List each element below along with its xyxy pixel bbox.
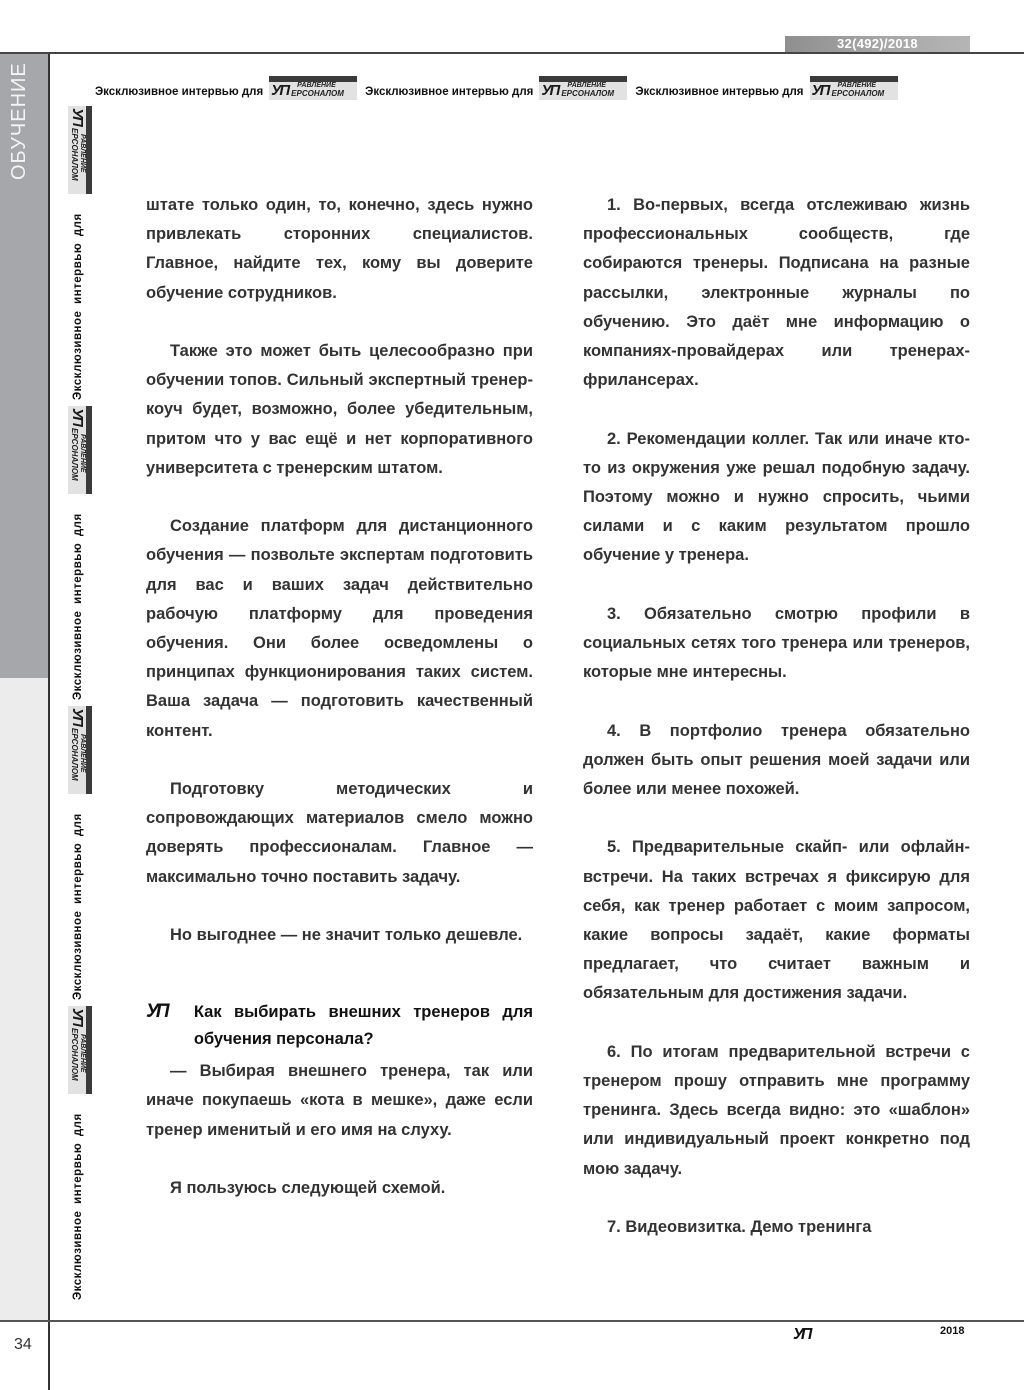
answer-paragraph: Я пользуюсь следующей схемой. — [170, 1179, 446, 1198]
list-item: 7. Видеовизитка. Демо тренинга — [607, 1218, 872, 1237]
list-item: 4. В портфолио тренера обязательно должен быть опыт решения моей задачи или более или менее похожей. — [583, 721, 970, 799]
vertical-banner-text: Эксклюзивное интервью для — [72, 1113, 84, 1300]
magazine-logo-icon: УП РАВЛЕНИЕ ЕРСОНАЛОМ — [269, 76, 357, 100]
issue-number-badge: 32(492)/2018 — [785, 36, 970, 52]
vertical-banner-text: Эксклюзивное интервью для — [72, 213, 84, 400]
top-divider — [0, 52, 1024, 54]
paragraph: Создание платформ для дистанционного обучения — позвольте экспертам подготовить для вас и ваших задач действительно рабочую платформу для проведения обучения. Они более осведомлены о принципах функционирования таких систем. Ваша задача — подготовить качественный контент. — [146, 517, 533, 740]
section-strip-lower — [0, 678, 48, 1320]
page-number: 34 — [14, 1336, 32, 1353]
list-item: 5. Предварительные скайп- или офлайн-встречи. На таких встречах я фиксирую для себя, как тренер работает с моим запросом, какие вопросы задаёт, какие форматы предлагает, что считает важным и обязательным для достижения задачи. — [583, 838, 970, 1003]
list-item: 1. Во-первых, всегда отслеживаю жизнь профессиональных сообществ, где собираются тренеры. Подписана на разные рассылки, электронные журналы по обучению. Это даёт мне информацию о компаниях-провайдерах или тренерах-фрилансерах. — [583, 196, 970, 390]
margin-divider — [48, 54, 50, 1390]
paragraph: штате только один, то, конечно, здесь нужно привлекать сторонних специалистов. Главное, найдите тех, кому вы доверите обучение сотрудников. — [146, 196, 533, 302]
footer-logo-icon: УП — [793, 1326, 810, 1343]
article-column-right — [583, 191, 970, 1271]
section-label: ОБУЧЕНИЕ — [8, 62, 30, 180]
banner-text: Эксклюзивное интервью для — [365, 86, 534, 98]
magazine-logo-icon: УП РАВЛЕНИЕ ЕРСОНАЛОМ — [810, 76, 898, 100]
question-text: Как выбирать внешних тренеров для обучения персонала? — [193, 1003, 533, 1049]
page-number-area — [0, 1322, 48, 1390]
footer-year: 2018 — [940, 1325, 965, 1337]
list-item: 3. Обязательно смотрю профили в социальных сетях того тренера или тренеров, которые мне интересны. — [583, 604, 970, 682]
banner-text: Эксклюзивное интервью для — [95, 86, 264, 98]
vertical-banner-text: Эксклюзивное интервью для — [72, 813, 84, 1000]
paragraph: Подготовку методических и сопровождающих материалов смело можно доверять профессионалам. Главное — максимально точно поставить задачу. — [146, 780, 533, 886]
question-logo-icon: УП — [146, 1001, 167, 1023]
list-item: 6. По итогам предварительной встречи с тренером прошу отправить мне программу тренинга. Здесь всегда видно: это «шаблон» или индивидуальный проект конкретно под мою задачу. — [583, 1042, 970, 1178]
magazine-logo-icon: УП РАВЛЕНИЕ ЕРСОНАЛОМ — [68, 706, 92, 794]
list-item: 2. Рекомендации коллег. Так или иначе кто-то из окружения уже решал подобную задачу. Поэтому можно и нужно спросить, чьими силами и с каким результатом прошло обучение у тренера. — [583, 429, 970, 565]
answer-paragraph: — Выбирая внешнего тренера, так или иначе покупаешь «кота в мешке», даже если тренер именитый и его имя на слуху. — [146, 1062, 533, 1139]
magazine-logo-icon: УП РАВЛЕНИЕ ЕРСОНАЛОМ — [68, 1006, 92, 1094]
magazine-logo-icon: УП РАВЛЕНИЕ ЕРСОНАЛОМ — [68, 406, 92, 494]
magazine-logo-icon: УП РАВЛЕНИЕ ЕРСОНАЛОМ — [68, 106, 92, 194]
paragraph: Но выгоднее — не значит только дешевле. — [170, 926, 523, 945]
vertical-banner-text: Эксклюзивное интервью для — [72, 513, 84, 700]
magazine-logo-icon: УП РАВЛЕНИЕ ЕРСОНАЛОМ — [539, 76, 627, 100]
interview-question — [146, 999, 533, 1053]
article-column-left — [146, 191, 533, 1232]
exclusive-banner-row — [95, 74, 906, 100]
bottom-divider — [0, 1320, 1024, 1322]
banner-text: Эксклюзивное интервью для — [635, 86, 804, 98]
paragraph: Также это может быть целесообразно при обучении топов. Сильный экспертный тренер-коуч будет, возможно, более убедительным, притом что у вас ещё и нет корпоративного университета с тренерским штатом. — [146, 342, 533, 477]
